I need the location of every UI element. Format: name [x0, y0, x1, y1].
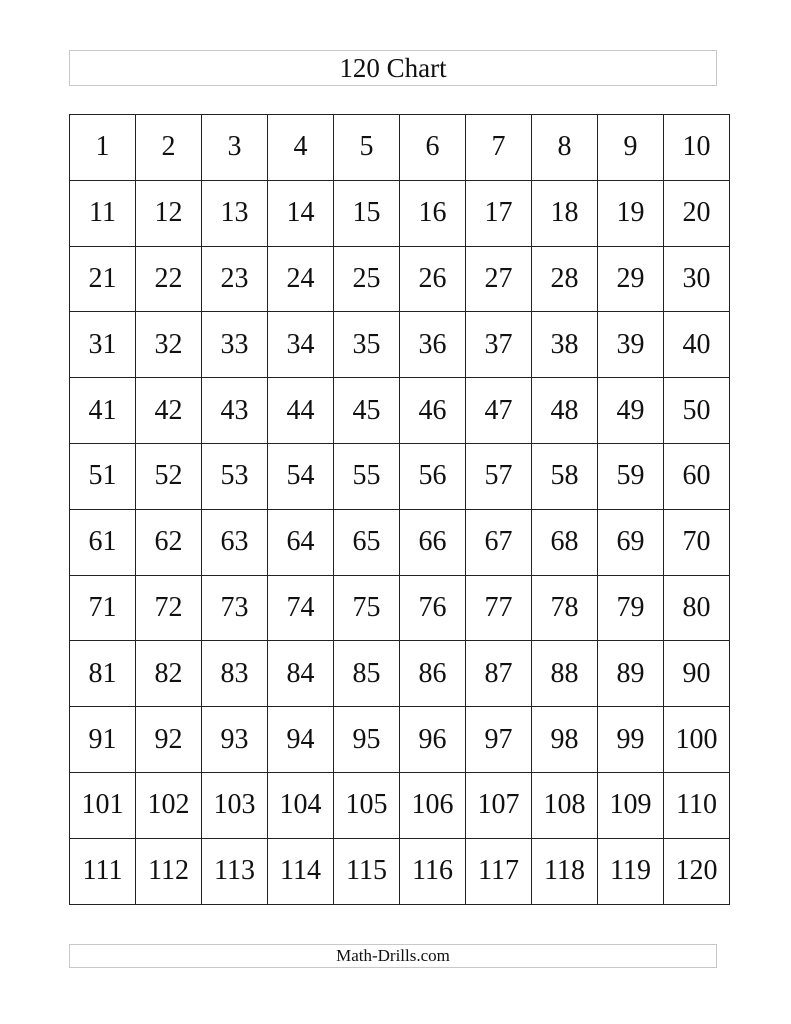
chart-cell: 58: [532, 443, 598, 509]
chart-cell: 43: [202, 378, 268, 444]
chart-cell: 34: [268, 312, 334, 378]
chart-cell: 40: [664, 312, 730, 378]
chart-cell: 51: [70, 443, 136, 509]
chart-cell: 49: [598, 378, 664, 444]
chart-cell: 100: [664, 707, 730, 773]
chart-row: [70, 443, 730, 509]
chart-cell: 78: [532, 575, 598, 641]
chart-cell: 88: [532, 641, 598, 707]
chart-cell: 85: [334, 641, 400, 707]
chart-row: [70, 772, 730, 838]
chart-cell: 113: [202, 838, 268, 904]
chart-cell: 108: [532, 772, 598, 838]
chart-cell: 92: [136, 707, 202, 773]
chart-cell: 90: [664, 641, 730, 707]
number-chart-grid: [69, 114, 730, 905]
chart-cell: 19: [598, 180, 664, 246]
chart-cell: 4: [268, 115, 334, 181]
chart-cell: 66: [400, 509, 466, 575]
chart-cell: 110: [664, 772, 730, 838]
chart-cell: 32: [136, 312, 202, 378]
chart-cell: 86: [400, 641, 466, 707]
chart-cell: 14: [268, 180, 334, 246]
chart-cell: 26: [400, 246, 466, 312]
chart-cell: 39: [598, 312, 664, 378]
chart-cell: 27: [466, 246, 532, 312]
chart-cell: 21: [70, 246, 136, 312]
chart-cell: 118: [532, 838, 598, 904]
chart-cell: 70: [664, 509, 730, 575]
chart-cell: 71: [70, 575, 136, 641]
chart-cell: 60: [664, 443, 730, 509]
chart-cell: 105: [334, 772, 400, 838]
chart-cell: 42: [136, 378, 202, 444]
chart-cell: 96: [400, 707, 466, 773]
chart-cell: 10: [664, 115, 730, 181]
chart-cell: 112: [136, 838, 202, 904]
chart-cell: 36: [400, 312, 466, 378]
chart-cell: 1: [70, 115, 136, 181]
chart-cell: 119: [598, 838, 664, 904]
chart-row: [70, 115, 730, 181]
chart-cell: 45: [334, 378, 400, 444]
chart-cell: 68: [532, 509, 598, 575]
chart-cell: 5: [334, 115, 400, 181]
chart-cell: 77: [466, 575, 532, 641]
chart-cell: 7: [466, 115, 532, 181]
chart-cell: 29: [598, 246, 664, 312]
chart-cell: 61: [70, 509, 136, 575]
chart-cell: 117: [466, 838, 532, 904]
chart-row: [70, 575, 730, 641]
chart-row: [70, 312, 730, 378]
page-title-box: [69, 50, 717, 86]
chart-cell: 6: [400, 115, 466, 181]
chart-row: [70, 707, 730, 773]
chart-row: [70, 180, 730, 246]
chart-cell: 67: [466, 509, 532, 575]
chart-cell: 106: [400, 772, 466, 838]
chart-cell: 79: [598, 575, 664, 641]
chart-cell: 94: [268, 707, 334, 773]
chart-cell: 55: [334, 443, 400, 509]
chart-cell: 48: [532, 378, 598, 444]
chart-row: [70, 838, 730, 904]
chart-cell: 111: [70, 838, 136, 904]
chart-cell: 107: [466, 772, 532, 838]
chart-cell: 16: [400, 180, 466, 246]
chart-cell: 83: [202, 641, 268, 707]
chart-cell: 3: [202, 115, 268, 181]
chart-cell: 24: [268, 246, 334, 312]
number-chart-body: [70, 115, 730, 905]
chart-cell: 25: [334, 246, 400, 312]
chart-cell: 15: [334, 180, 400, 246]
chart-cell: 23: [202, 246, 268, 312]
chart-cell: 103: [202, 772, 268, 838]
chart-cell: 109: [598, 772, 664, 838]
chart-cell: 84: [268, 641, 334, 707]
chart-cell: 44: [268, 378, 334, 444]
chart-cell: 8: [532, 115, 598, 181]
chart-cell: 9: [598, 115, 664, 181]
chart-cell: 57: [466, 443, 532, 509]
chart-cell: 120: [664, 838, 730, 904]
footer-site-name: Math-Drills.com: [336, 946, 450, 965]
chart-cell: 75: [334, 575, 400, 641]
chart-cell: 102: [136, 772, 202, 838]
page-title: 120 Chart: [339, 52, 447, 83]
chart-cell: 33: [202, 312, 268, 378]
chart-cell: 41: [70, 378, 136, 444]
chart-cell: 2: [136, 115, 202, 181]
chart-row: [70, 641, 730, 707]
chart-cell: 62: [136, 509, 202, 575]
chart-cell: 38: [532, 312, 598, 378]
chart-cell: 98: [532, 707, 598, 773]
chart-cell: 93: [202, 707, 268, 773]
chart-cell: 89: [598, 641, 664, 707]
chart-cell: 76: [400, 575, 466, 641]
chart-cell: 30: [664, 246, 730, 312]
chart-cell: 12: [136, 180, 202, 246]
chart-cell: 73: [202, 575, 268, 641]
chart-cell: 18: [532, 180, 598, 246]
chart-cell: 63: [202, 509, 268, 575]
chart-cell: 11: [70, 180, 136, 246]
chart-cell: 52: [136, 443, 202, 509]
chart-cell: 35: [334, 312, 400, 378]
chart-cell: 82: [136, 641, 202, 707]
chart-cell: 22: [136, 246, 202, 312]
chart-row: [70, 378, 730, 444]
chart-cell: 87: [466, 641, 532, 707]
chart-cell: 101: [70, 772, 136, 838]
chart-cell: 28: [532, 246, 598, 312]
chart-cell: 56: [400, 443, 466, 509]
chart-cell: 91: [70, 707, 136, 773]
chart-cell: 115: [334, 838, 400, 904]
chart-cell: 54: [268, 443, 334, 509]
chart-cell: 13: [202, 180, 268, 246]
chart-cell: 69: [598, 509, 664, 575]
chart-cell: 99: [598, 707, 664, 773]
chart-cell: 97: [466, 707, 532, 773]
chart-cell: 64: [268, 509, 334, 575]
chart-cell: 74: [268, 575, 334, 641]
footer-box: [69, 944, 717, 968]
chart-cell: 81: [70, 641, 136, 707]
chart-cell: 95: [334, 707, 400, 773]
chart-cell: 20: [664, 180, 730, 246]
chart-cell: 31: [70, 312, 136, 378]
chart-cell: 50: [664, 378, 730, 444]
chart-cell: 47: [466, 378, 532, 444]
chart-cell: 65: [334, 509, 400, 575]
chart-cell: 104: [268, 772, 334, 838]
chart-cell: 114: [268, 838, 334, 904]
chart-cell: 46: [400, 378, 466, 444]
chart-cell: 80: [664, 575, 730, 641]
chart-cell: 53: [202, 443, 268, 509]
chart-cell: 37: [466, 312, 532, 378]
chart-row: [70, 509, 730, 575]
chart-cell: 72: [136, 575, 202, 641]
chart-cell: 17: [466, 180, 532, 246]
chart-row: [70, 246, 730, 312]
chart-cell: 116: [400, 838, 466, 904]
chart-cell: 59: [598, 443, 664, 509]
